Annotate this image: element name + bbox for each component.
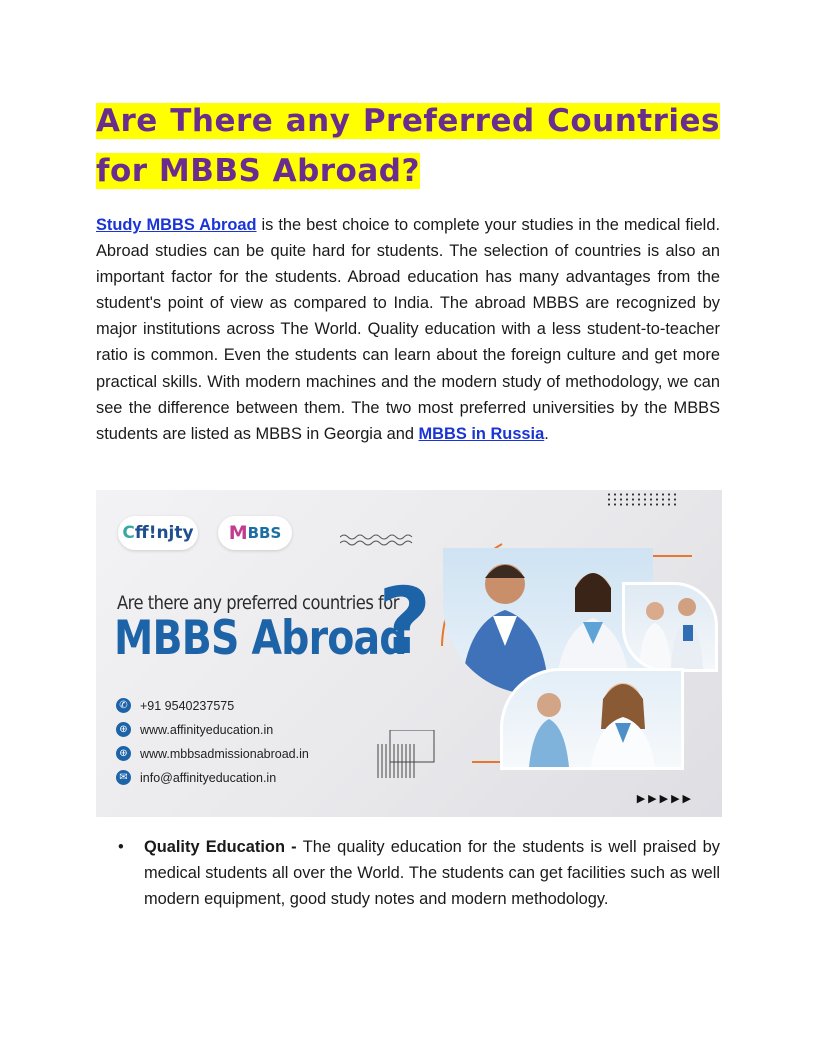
contact-phone: ✆ +91 9540237575	[116, 698, 234, 713]
contact-email: ✉ info@affinityeducation.in	[116, 770, 276, 785]
female-doctor-illustration	[503, 671, 681, 767]
mail-icon: ✉	[116, 770, 131, 785]
dot-pattern	[606, 492, 678, 508]
mbbs-in-russia-link[interactable]: MBBS in Russia	[418, 424, 545, 443]
barcode-decoration	[376, 730, 436, 780]
globe-icon: ⊕	[116, 746, 131, 761]
doctor-team-illustration	[625, 585, 715, 669]
page-title: Are There any Preferred Countries for MBBS Abroad?	[96, 103, 720, 189]
promo-banner-image	[96, 490, 722, 817]
contact-website-2: ⊕ www.mbbsadmissionabroad.in	[116, 746, 309, 761]
intro-paragraph: Study MBBS Abroad is the best choice to complete your studies in the medical field. Abroad studies can be quite hard for students. The selection of countries is also an important factor for the students. Abroad education has many advantages from the student's point of view as compared to India. The abroad MBBS are recognized by major institutions across The World. Quality education with a less student-to-teacher ratio is common. Even the students can learn about the foreign culture and get more practical skills. With modern machines and the modern study of methodology, we can see the difference between them. The two most preferred universities by the MBBS students are listed as MBBS in Georgia and MBBS in Russia.	[96, 216, 720, 443]
bullet-label: Quality Education -	[144, 838, 303, 856]
mbbs-logo: M BBS	[218, 516, 292, 550]
study-mbbs-abroad-link[interactable]: Study MBBS Abroad	[96, 216, 257, 234]
document-page	[96, 96, 720, 447]
banner-subheading: Are there any preferred countries for	[117, 592, 399, 614]
phone-icon: ✆	[116, 698, 131, 713]
bullet-list-item	[96, 834, 720, 912]
wave-decoration	[340, 533, 416, 547]
doctor-team-photo	[622, 582, 718, 672]
banner-heading: MBBS Abroad	[114, 611, 407, 666]
question-mark-icon: ?	[378, 568, 432, 675]
female-doctor-photo	[500, 668, 684, 770]
arrow-decoration: ▶▶▶▶▶	[636, 793, 694, 805]
bullet-icon: •	[118, 838, 124, 856]
bullet-text: The quality education for the students is well praised by medical students all over the World. The students can get facilities such as well modern equipment, good study notes and modern methodology.	[144, 838, 720, 909]
globe-icon: ⊕	[116, 722, 131, 737]
contact-website-1: ⊕ www.affinityeducation.in	[116, 722, 273, 737]
affinity-logo: C ff !njty	[118, 516, 198, 550]
